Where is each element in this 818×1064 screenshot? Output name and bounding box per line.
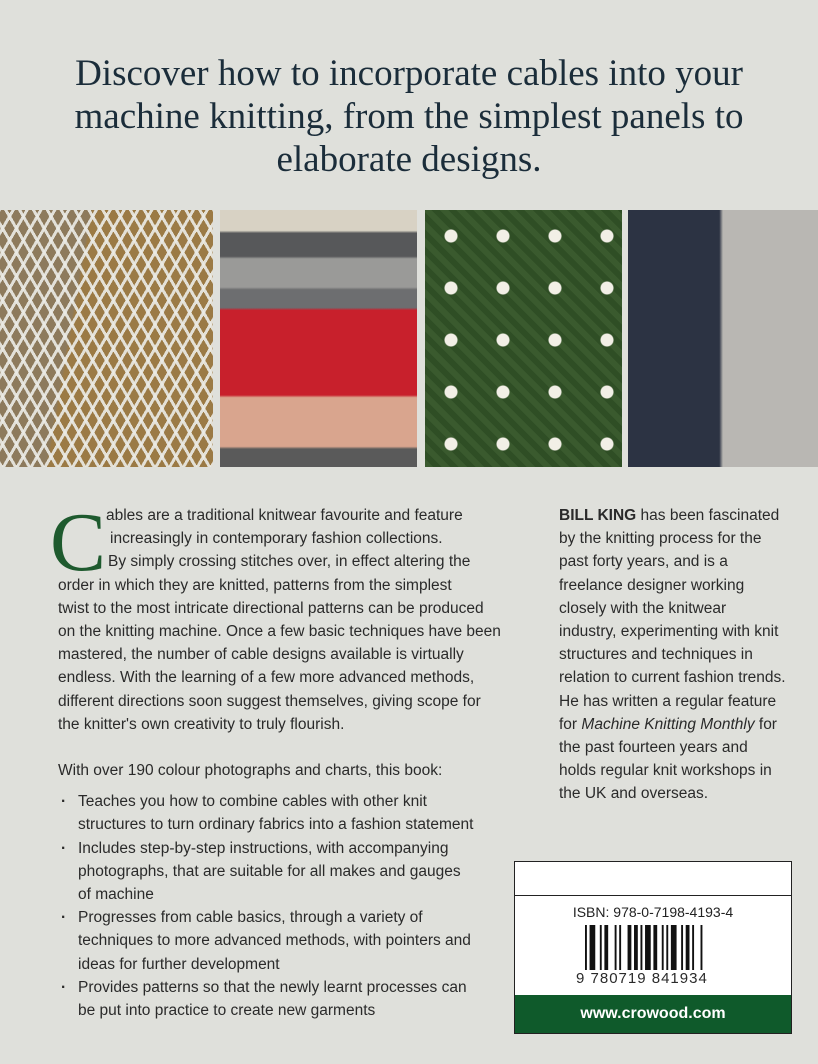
text-line: past forty years, and is a xyxy=(559,553,728,571)
price-area xyxy=(515,862,791,896)
cover-heading xyxy=(0,52,818,181)
text-line: relation to current fashion trends. xyxy=(559,669,786,687)
text-line: freelance designer working xyxy=(559,576,745,594)
feature-item: · Progresses from cable basics, through a variety of techniques to more advanced methods, with pointers and ideas for further development xyxy=(58,906,501,976)
text-line: holds regular knit workshops in xyxy=(559,762,772,780)
photo-knitting-machine xyxy=(220,210,417,467)
photo-navy-grey-cable xyxy=(628,210,818,467)
isbn-box xyxy=(514,861,792,1034)
text-line: He has written a regular feature xyxy=(559,692,777,710)
text-line: different directions soon suggest themselves, giving scope for xyxy=(58,692,481,710)
author-bio: BILL KING has been fascinated by the knitting process for the past forty years, and is a freelance designer working closely with the knitwear industry, experimenting with knit structures and techniques in relation to current fashion trends. He has written a regular feature for Machine Knitting Monthly for the past fourteen years and holds regular knit workshops in the UK and overseas. xyxy=(559,504,786,806)
blurb-column xyxy=(50,496,501,1022)
text-line: order in which they are knitted, patterns from the simplest xyxy=(58,576,452,594)
heading-line: machine knitting, from the simplest panels to xyxy=(74,96,744,137)
feature-list xyxy=(58,790,501,1022)
text-line: on the knitting machine. Once a few basic techniques have been xyxy=(58,623,501,641)
photo-green-lace-cable xyxy=(425,210,622,467)
author-name: BILL KING xyxy=(559,507,637,524)
text-line: endless. With the learning of a few more advanced methods, xyxy=(58,669,475,687)
text-line: mastered, the number of cable designs available is virtually xyxy=(58,646,464,664)
text-line: twist to the most intricate directional patterns can be produced xyxy=(58,599,484,617)
text-line: by the knitting process for the xyxy=(559,530,762,548)
text-line: closely with the knitwear xyxy=(559,599,727,617)
heading-line: Discover how to incorporate cables into your xyxy=(75,53,743,94)
lead-line: With over 190 colour photographs and charts, this book: xyxy=(58,762,443,780)
feature-item: · Provides patterns so that the newly learnt processes can be put into practice to create new garments xyxy=(58,976,501,1022)
photo-white-cable xyxy=(0,210,213,467)
text-line: By simply crossing stitches over, in effect altering the xyxy=(108,553,471,571)
website-link[interactable]: www.crowood.com xyxy=(515,995,791,1033)
text-line: industry, experimenting with knit xyxy=(559,623,779,641)
barcode-number: 9 780719 841934 xyxy=(576,970,708,987)
drop-cap: C xyxy=(50,496,107,589)
text-line: the past fourteen years and xyxy=(559,739,748,757)
magazine-title: Machine Knitting Monthly xyxy=(581,715,755,733)
text-line: the knitter's own creativity to truly flourish. xyxy=(58,715,345,733)
text-line: the UK and overseas. xyxy=(559,785,709,803)
feature-item: · Teaches you how to combine cables with other knit structures to turn ordinary fabrics into a fashion statement xyxy=(58,790,501,836)
text-line: structures and techniques in xyxy=(559,646,753,664)
heading-line: elaborate designs. xyxy=(276,139,542,180)
text-line: increasingly in contemporary fashion collections. xyxy=(110,530,443,548)
feature-item: · Includes step-by-step instructions, with accompanying photographs, that are suitable for all makes and gauges of machine xyxy=(58,837,501,907)
isbn-label: ISBN: 978-0-7198-4193-4 xyxy=(572,904,734,920)
text-line: ables are a traditional knitwear favourite and feature xyxy=(106,507,463,524)
